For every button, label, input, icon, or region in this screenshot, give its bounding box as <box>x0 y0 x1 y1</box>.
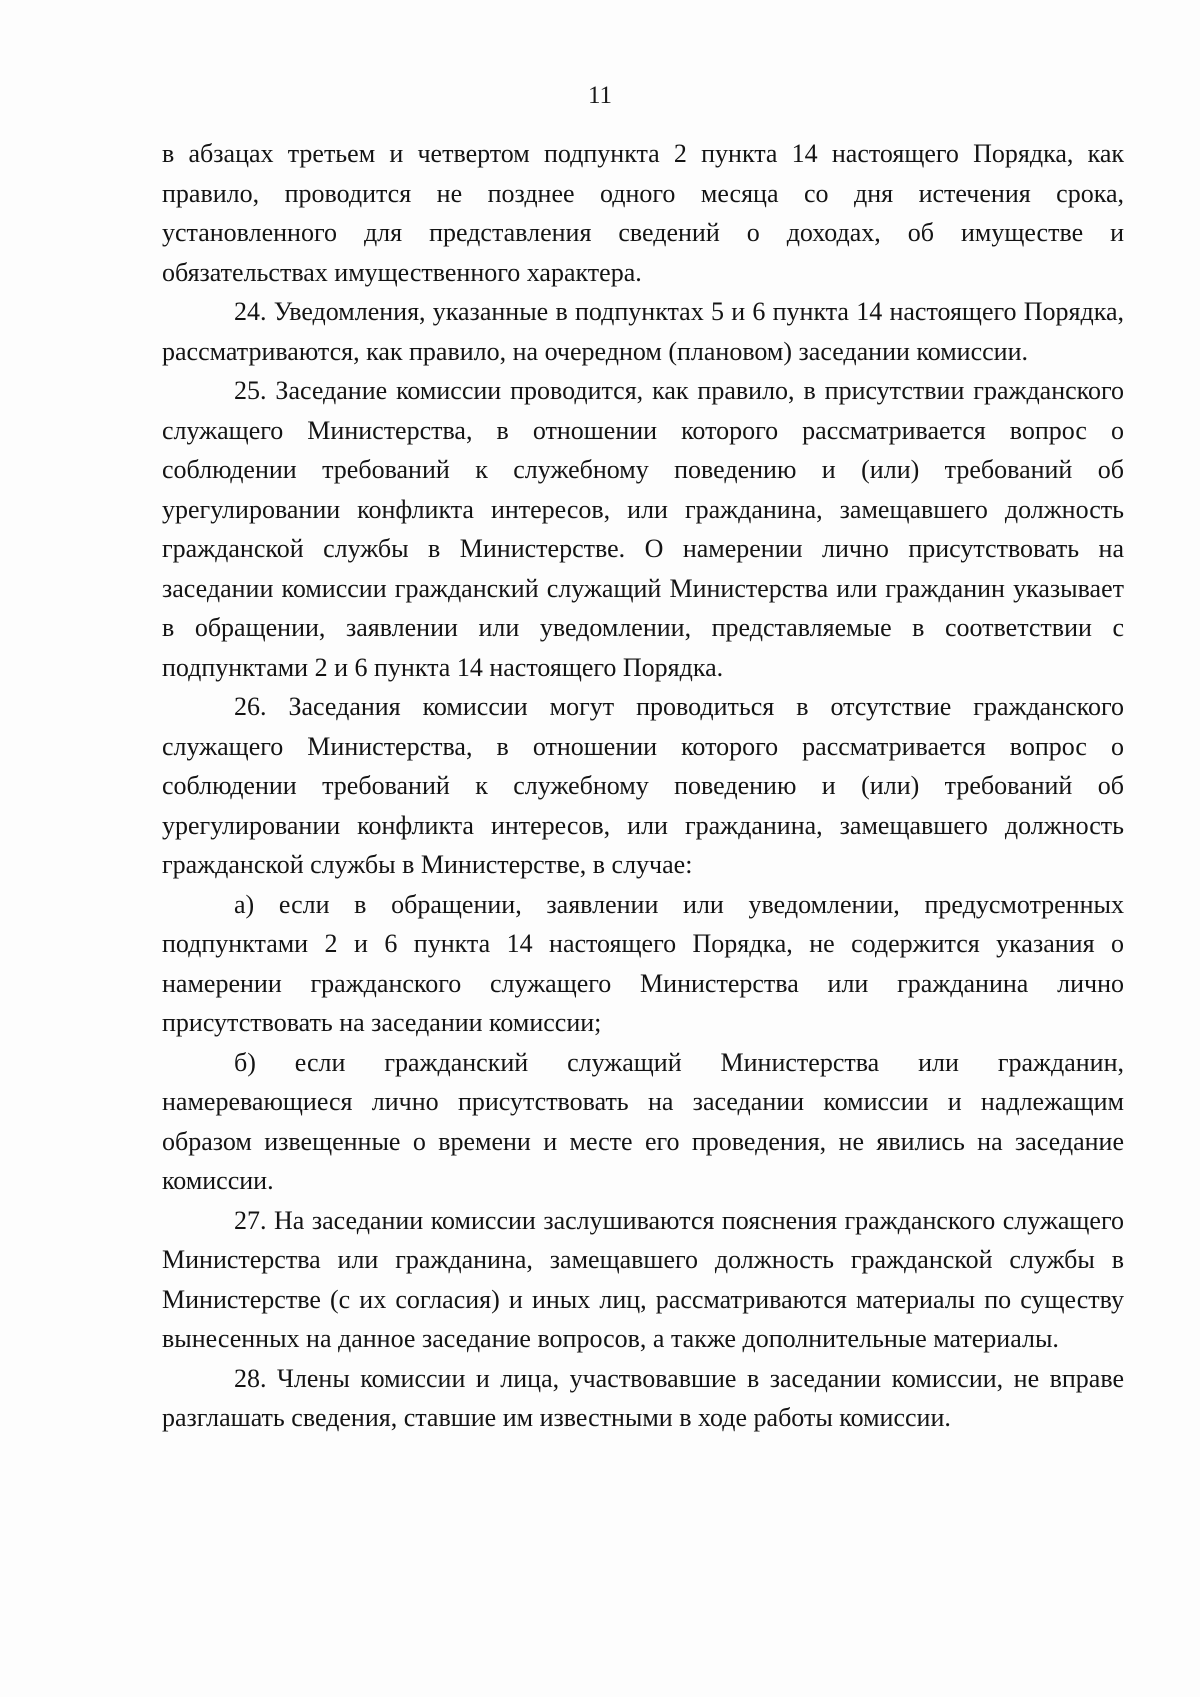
paragraph-27: 27. На заседании комиссии заслушиваются пояснения гражданского служащего Министерства или гражданина, замещавшего должность гражданской службы в Министерстве (с их согласия) и иных лиц, рассматриваются материалы по существу вынесенных на данное заседание вопросов, а также дополнительные материалы. <box>162 1205 1124 1353</box>
paragraph-28: 28. Члены комиссии и лица, участвовавшие в заседании комиссии, не вправе разглашать сведения, ставшие им известными в ходе работы комиссии. <box>162 1363 1124 1432</box>
paragraph-continuation: в абзацах третьем и четвертом подпункта 2 пункта 14 настоящего Порядка, как правило, проводится не позднее одного месяца со дня истечения срока, установленного для представления сведений о доходах, об имуществе и обязательствах имущественного характера. <box>162 139 1124 287</box>
paragraph-26-a: а) если в обращении, заявлении или уведомлении, предусмотренных подпунктами 2 и 6 пункта 14 настоящего Порядка, не содержится указания о намерении гражданского служащего Министерства или гражданина лично присутствовать на заседании комиссии; <box>162 889 1124 1037</box>
document-body <box>162 134 1124 1438</box>
paragraph-25: 25. Заседание комиссии проводится, как правило, в присутствии гражданского служащего Министерства, в отношении которого рассматривается вопрос о соблюдении требований к служебному поведению и (или) требований об урегулировании конфликта интересов, или гражданина, замещавшего должность гражданской службы в Министерстве. О намерении лично присутствовать на заседании комиссии гражданский служащий Министерства или гражданин указывает в обращении, заявлении или уведомлении, представляемые в соответствии с подпунктами 2 и 6 пункта 14 настоящего Порядка. <box>162 376 1124 682</box>
paragraph-24: 24. Уведомления, указанные в подпунктах 5 и 6 пункта 14 настоящего Порядка, рассматриваются, как правило, на очередном (плановом) заседании комиссии. <box>162 297 1124 366</box>
paragraph-26: 26. Заседания комиссии могут проводиться в отсутствие гражданского служащего Министерства, в отношении которого рассматривается вопрос о соблюдении требований к служебному поведению и (или) требований об урегулировании конфликта интересов, или гражданина, замещавшего должность гражданской службы в Министерстве, в случае: <box>162 692 1124 879</box>
page-number: 11 <box>587 82 613 109</box>
paragraph-26-b: б) если гражданский служащий Министерства или гражданин, намеревающиеся лично присутствовать на заседании комиссии и надлежащим образом извещенные о времени и месте его проведения, не явились на заседание комиссии. <box>162 1047 1124 1195</box>
